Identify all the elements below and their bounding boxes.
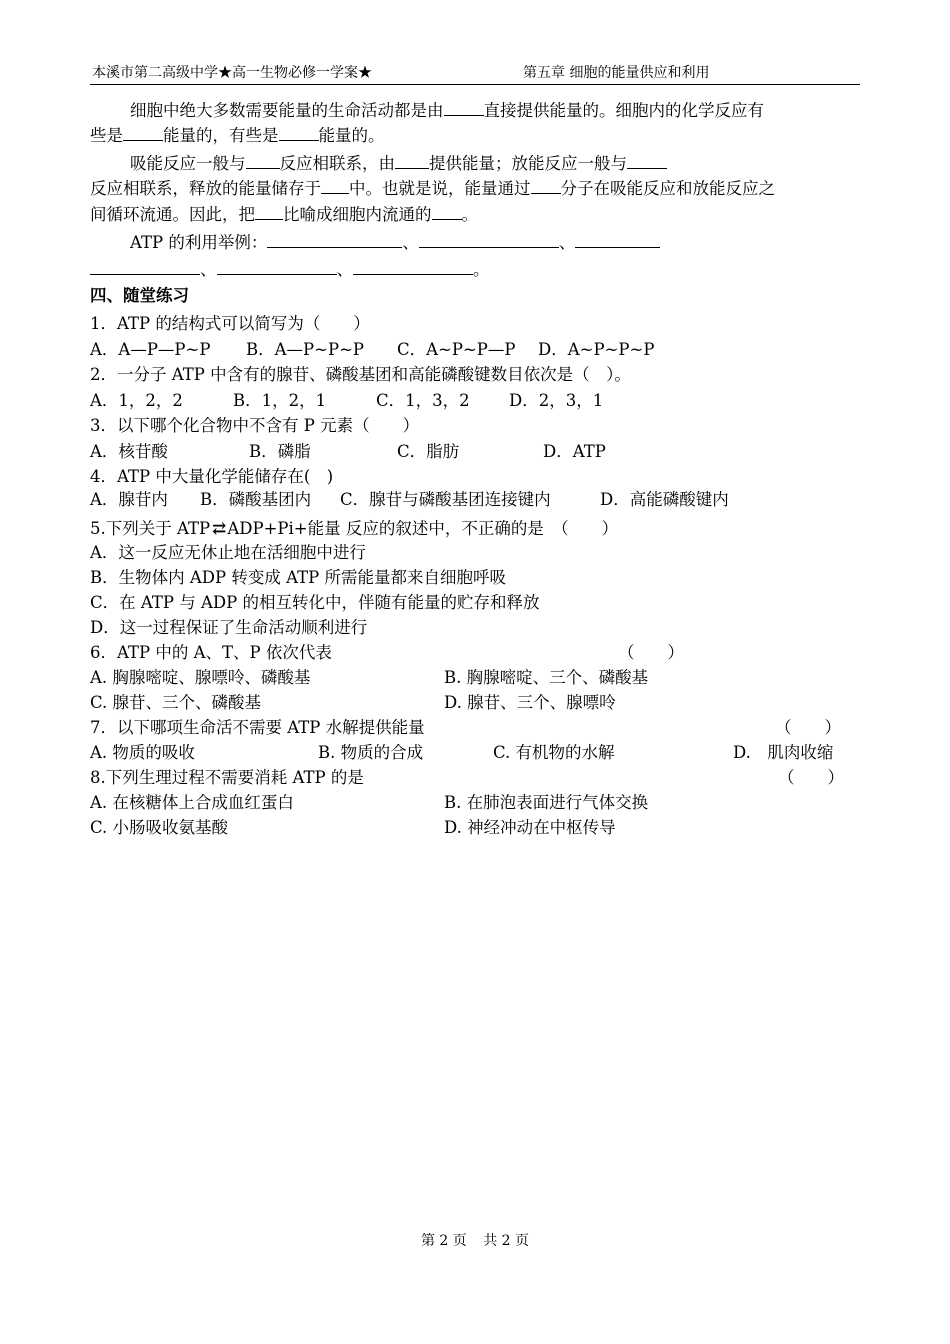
q5-stem-text: ADP+Pi+能量 反应的叙述中，不正确的是 （ ） xyxy=(227,519,619,538)
intro-text: ATP 的利用举例： xyxy=(130,233,268,252)
q7-option-b[interactable]: B. 物质的合成 xyxy=(318,743,424,762)
q7-option-a[interactable]: A. 物质的吸收 xyxy=(90,743,195,762)
intro-text: 能量的，有些是 xyxy=(163,126,279,145)
q6-option-b[interactable]: B. 胸腺嘧啶、三个、磷酸基 xyxy=(444,668,649,687)
q2-option-c[interactable]: C．1，3，2 xyxy=(376,391,470,410)
reversible-arrow-icon: ⇄ xyxy=(212,519,224,539)
q1-option-b[interactable]: B．A—P~P~P xyxy=(246,340,364,359)
intro-text: 能量的。 xyxy=(318,126,385,145)
q8-answer-paren[interactable]: （ ） xyxy=(778,768,844,787)
intro-text: 中。也就是说，能量通过 xyxy=(349,179,531,198)
blank-field[interactable] xyxy=(123,124,163,141)
q3-option-b[interactable]: B．磷脂 xyxy=(249,442,311,461)
intro-line-1 xyxy=(130,99,764,123)
q4-option-a[interactable]: A．腺苷内 xyxy=(90,490,168,509)
intro-line-4 xyxy=(90,177,775,201)
intro-line-5 xyxy=(90,203,478,227)
blank-field[interactable] xyxy=(267,231,402,248)
header-divider xyxy=(90,84,860,85)
blank-field[interactable] xyxy=(444,99,484,116)
q5-stem-text: 5.下列关于 ATP xyxy=(90,519,211,538)
separator: 、 xyxy=(336,260,353,279)
blank-field[interactable] xyxy=(90,258,200,275)
question-8-stem: 8.下列生理过程不需要消耗 ATP 的是 xyxy=(90,768,364,787)
q5-option-c[interactable]: C．在 ATP 与 ADP 的相互转化中，伴随有能量的贮存和释放 xyxy=(90,593,540,612)
q1-option-d[interactable]: D．A~P~P~P xyxy=(538,340,655,359)
separator: 、 xyxy=(200,260,217,279)
q2-option-a[interactable]: A．1，2，2 xyxy=(90,391,183,410)
q2-option-d[interactable]: D．2，3，1 xyxy=(509,391,604,410)
q4-option-d[interactable]: D．高能磷酸键内 xyxy=(600,490,729,509)
blank-field[interactable] xyxy=(531,177,561,194)
q6-option-a[interactable]: A. 胸腺嘧啶、腺嘌呤、磷酸基 xyxy=(90,668,311,687)
intro-line-3 xyxy=(130,152,667,176)
intro-text: 反应相联系，释放的能量储存于 xyxy=(90,179,321,198)
intro-line-2 xyxy=(90,124,385,148)
page-number: 第 2 页 xyxy=(420,1233,467,1249)
blank-field[interactable] xyxy=(255,203,283,220)
question-4-stem: 4．ATP 中大量化学能储存在( ) xyxy=(90,467,334,486)
q5-option-d[interactable]: D．这一过程保证了生命活动顺利进行 xyxy=(90,618,368,637)
intro-text: 些是 xyxy=(90,126,123,145)
q4-option-c[interactable]: C．腺苷与磷酸基团连接键内 xyxy=(340,490,551,509)
blank-field[interactable] xyxy=(279,124,319,141)
q3-option-d[interactable]: D．ATP xyxy=(543,442,606,461)
q8-option-d[interactable]: D. 神经冲动在中枢传导 xyxy=(444,818,616,837)
question-3-stem: 3．以下哪个化合物中不含有 P 元素（ ） xyxy=(90,416,420,435)
q6-option-c[interactable]: C. 腺苷、三个、磷酸基 xyxy=(90,693,262,712)
q5-option-b[interactable]: B．生物体内 ADP 转变成 ATP 所需能量都来自细胞呼吸 xyxy=(90,568,506,587)
q7-answer-paren[interactable]: （ ） xyxy=(775,718,841,737)
separator: 、 xyxy=(558,233,576,252)
q3-option-a[interactable]: A．核苷酸 xyxy=(90,442,168,461)
page-total: 共 2 页 xyxy=(483,1233,530,1249)
intro-text: 直接提供能量的。细胞内的化学反应有 xyxy=(483,101,764,120)
q7-option-d[interactable]: D. 肌肉收缩 xyxy=(733,743,834,762)
header-school-title: 本溪市第二高级中学★高一生物必修一学案★ xyxy=(92,65,372,81)
question-2-stem: 2．一分子 ATP 中含有的腺苷、磷酸基团和高能磷酸键数目依次是（ ）。 xyxy=(90,365,631,384)
q8-option-b[interactable]: B. 在肺泡表面进行气体交换 xyxy=(444,793,649,812)
q1-option-c[interactable]: C．A~P~P—P xyxy=(397,340,516,359)
question-6-stem: 6．ATP 中的 A、T、P 依次代表 xyxy=(90,643,332,662)
question-1-stem: 1．ATP 的结构式可以简写为（ ） xyxy=(90,314,370,333)
q8-option-a[interactable]: A. 在核糖体上合成血红蛋白 xyxy=(90,793,294,812)
q1-option-a[interactable]: A．A—P—P~P xyxy=(90,340,211,359)
q6-answer-paren[interactable]: （ ） xyxy=(618,643,684,662)
intro-text: 分子在吸能反应和放能反应之 xyxy=(560,179,775,198)
blank-field[interactable] xyxy=(395,152,429,169)
intro-text: 比喻成细胞内流通的 xyxy=(283,205,432,224)
question-7-stem: 7．以下哪项生命活不需要 ATP 水解提供能量 xyxy=(90,718,425,737)
q7-option-c[interactable]: C. 有机物的水解 xyxy=(493,743,615,762)
q5-option-a[interactable]: A．这一反应无休止地在活细胞中进行 xyxy=(90,543,366,562)
blank-field[interactable] xyxy=(353,258,473,275)
intro-text: 反应相联系，由 xyxy=(279,154,395,173)
blank-field[interactable] xyxy=(419,231,559,248)
q6-option-d[interactable]: D. 腺苷、三个、腺嘌呤 xyxy=(444,693,616,712)
question-5-stem xyxy=(90,517,618,541)
intro-text: 细胞中绝大多数需要能量的生命活动都是由 xyxy=(130,101,444,120)
blank-field[interactable] xyxy=(246,152,280,169)
intro-line-7 xyxy=(90,258,490,282)
separator: 、 xyxy=(402,233,419,252)
blank-field[interactable] xyxy=(432,203,462,220)
header-chapter-title: 第五章 细胞的能量供应和利用 xyxy=(523,65,710,81)
section-title: 四、随堂练习 xyxy=(90,286,189,305)
blank-field[interactable] xyxy=(627,152,667,169)
intro-line-6 xyxy=(130,231,660,255)
page-footer xyxy=(0,1230,950,1250)
q8-option-c[interactable]: C. 小肠吸收氨基酸 xyxy=(90,818,229,837)
intro-text: 吸能反应一般与 xyxy=(130,154,246,173)
blank-field[interactable] xyxy=(575,231,660,248)
intro-text: 间循环流通。因此，把 xyxy=(90,205,255,224)
q2-option-b[interactable]: B．1，2，1 xyxy=(233,391,327,410)
blank-field[interactable] xyxy=(321,177,349,194)
intro-text: 。 xyxy=(461,205,478,224)
intro-text: 提供能量；放能反应一般与 xyxy=(429,154,627,173)
separator: 。 xyxy=(473,260,490,279)
q4-option-b[interactable]: B．磷酸基团内 xyxy=(200,490,312,509)
q3-option-c[interactable]: C．脂肪 xyxy=(397,442,460,461)
blank-field[interactable] xyxy=(217,258,337,275)
